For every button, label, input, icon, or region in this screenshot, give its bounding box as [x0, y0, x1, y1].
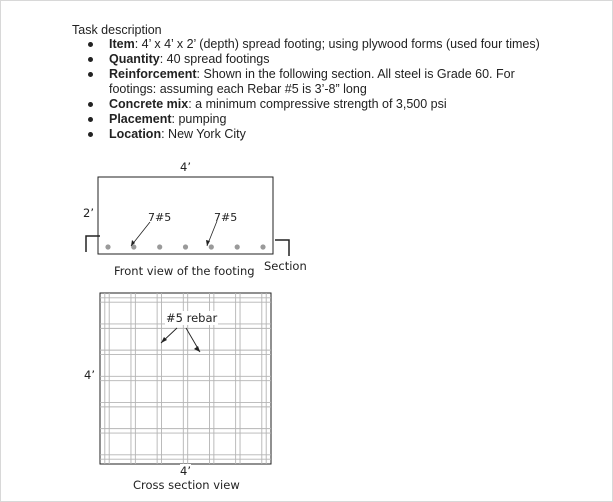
- bullet-label: Location: [109, 127, 162, 141]
- rebar-dot: [157, 244, 162, 249]
- bullet-text: : 4’ x 4’ x 2’ (depth) spread footing; using plywood forms (used four times): [134, 37, 540, 51]
- front-depth-label: 2’: [83, 206, 94, 220]
- rebar-leader-left: [131, 222, 150, 246]
- front-view-diagram: [86, 177, 289, 256]
- rebar-dot: [260, 244, 265, 249]
- cross-side-label: 4’: [84, 368, 95, 382]
- bullet-label: Quantity: [109, 52, 160, 66]
- cross-section-caption: Cross section view: [133, 478, 240, 492]
- bullet-label: Concrete mix: [109, 97, 189, 111]
- cross-bottom-label: 4’: [180, 464, 191, 478]
- rebar-callout-label: #5 rebar: [166, 311, 218, 325]
- rebar-leader-right: [206, 221, 217, 246]
- bullet-label: Placement: [109, 112, 172, 126]
- rebar-dot: [235, 244, 240, 249]
- footing-outline: [98, 177, 273, 254]
- bullet-text: : Shown in the following section. All steel is Grade 60. For footings: assuming each Rebar #5 is 3’-8” long: [109, 67, 515, 96]
- bullet-text: : 40 spread footings: [159, 52, 270, 66]
- section-label: Section: [264, 259, 307, 273]
- rebar-dot-group: [105, 244, 265, 249]
- bullet-label: Item: [109, 37, 135, 51]
- bullet-text: : pumping: [171, 112, 227, 126]
- section-cut-mark-right: [275, 240, 289, 256]
- task-description-title: Task description: [72, 23, 162, 37]
- rebar-left-label: 7#5: [148, 211, 172, 224]
- bullet-label: Reinforcement: [109, 67, 197, 81]
- rebar-leader-cross-left: [161, 328, 177, 343]
- rebar-dot: [105, 244, 110, 249]
- rebar-dot: [209, 244, 214, 249]
- rebar-right-label: 7#5: [214, 211, 238, 224]
- bullet-text: : New York City: [161, 127, 246, 141]
- front-width-label: 4’: [180, 160, 191, 174]
- front-view-caption: Front view of the footing: [114, 264, 255, 278]
- rebar-dot: [183, 244, 188, 249]
- bullet-text: : a minimum compressive strength of 3,500 psi: [188, 97, 447, 111]
